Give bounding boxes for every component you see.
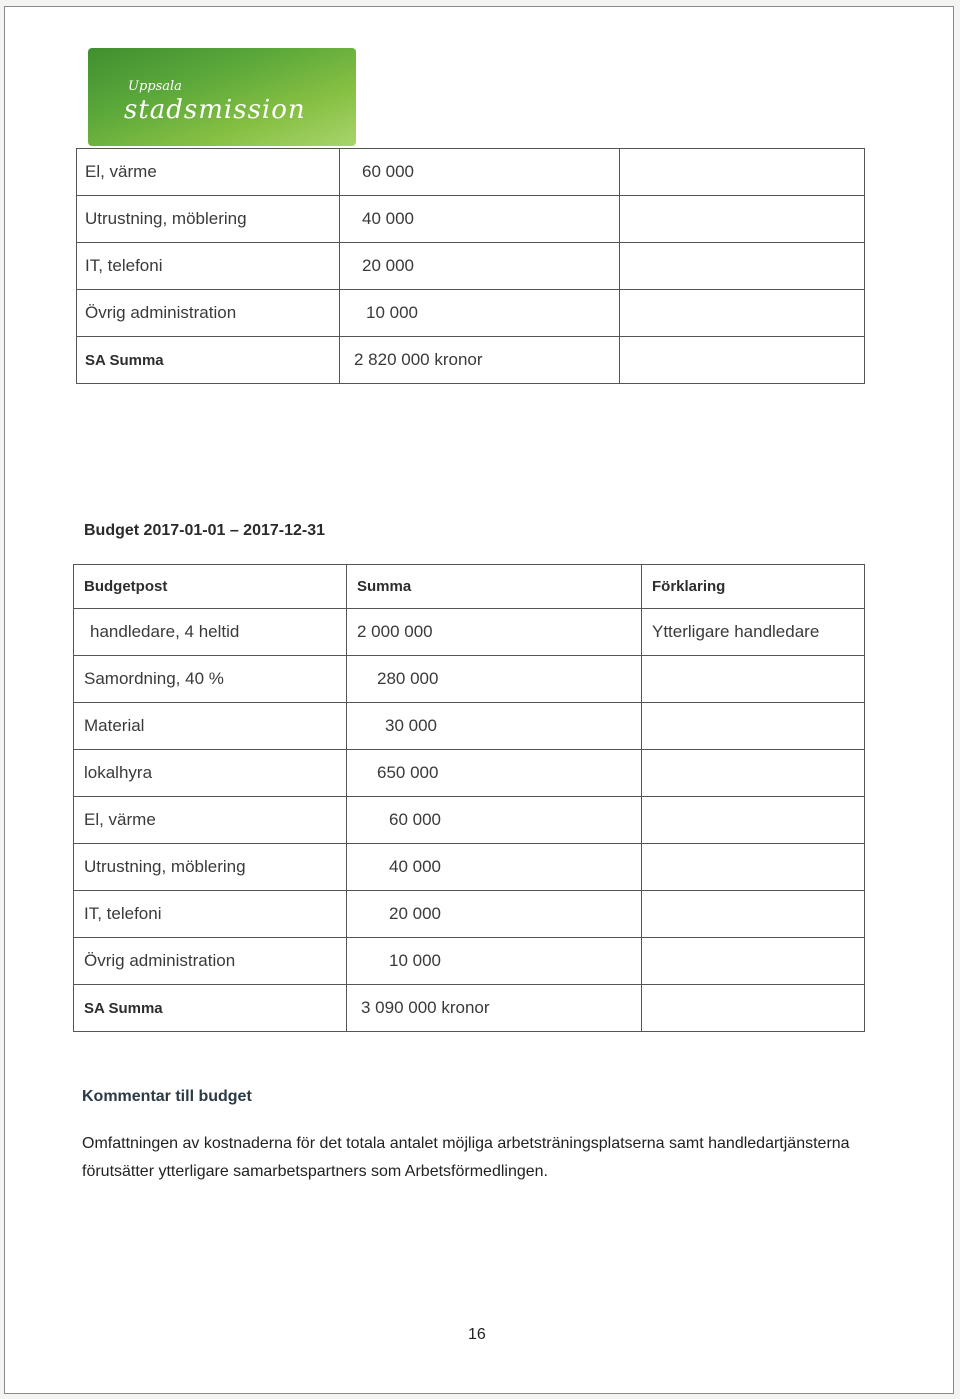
budget-amount-cell: 40 000: [347, 844, 642, 891]
budget-total-amount: 3 090 000 kronor: [347, 985, 642, 1032]
budget-item-cell: Utrustning, möblering: [77, 196, 340, 243]
header-summa: Summa: [347, 565, 642, 609]
budget-note-cell: [642, 844, 865, 891]
table-row: [74, 844, 865, 891]
table-row: [74, 703, 865, 750]
table-row: [77, 196, 865, 243]
comment-heading: Kommentar till budget: [82, 1088, 252, 1105]
budget-amount-cell: 20 000: [340, 243, 620, 290]
table-row-total: [74, 985, 865, 1032]
budget-amount-cell: 60 000: [347, 797, 642, 844]
table-row: [74, 750, 865, 797]
stadsmission-logo: [88, 48, 356, 146]
budget-total-label: SA Summa: [74, 985, 347, 1032]
budget-note-cell: [620, 243, 865, 290]
budget-note-cell: [642, 938, 865, 985]
budget-item-cell: Material: [74, 703, 347, 750]
budget-amount-cell: 10 000: [340, 290, 620, 337]
budget-total-amount: 2 820 000 kronor: [340, 337, 620, 384]
comment-body: Omfattningen av kostnaderna för det totala antalet möjliga arbetsträningsplatserna samt handledartjänsterna förutsätter ytterligare samarbetspartners som Arbetsförmedlingen.: [82, 1135, 850, 1180]
budget-table-previous: [76, 148, 865, 384]
budget-item-cell: lokalhyra: [74, 750, 347, 797]
header-forklaring: Förklaring: [642, 565, 865, 609]
budget-note-cell: [642, 750, 865, 797]
budget-item-cell: Utrustning, möblering: [74, 844, 347, 891]
budget-note-cell: [642, 656, 865, 703]
svg-text:stadsmission: stadsmission: [124, 95, 306, 125]
budget-amount-cell: 30 000: [347, 703, 642, 750]
table-row: [77, 149, 865, 196]
budget-note-cell: [642, 703, 865, 750]
budget-total-label: SA Summa: [77, 337, 340, 384]
logo-script-icon: [88, 48, 356, 146]
budget-item-cell: Samordning, 40 %: [74, 656, 347, 703]
budget-note-cell: [620, 337, 865, 384]
table-row: [77, 290, 865, 337]
table-row: [74, 609, 865, 656]
budget-item-cell: handledare, 4 heltid: [74, 609, 347, 656]
budget-note-cell: Ytterligare handledare: [642, 609, 865, 656]
budget-item-cell: Övrig administration: [74, 938, 347, 985]
budget-note-cell: [620, 149, 865, 196]
budget-amount-cell: 60 000: [340, 149, 620, 196]
table-header-row: [74, 565, 865, 609]
budget-note-cell: [620, 196, 865, 243]
svg-text:Uppsala: Uppsala: [128, 79, 182, 94]
table-row: [74, 797, 865, 844]
budget-note-cell: [642, 891, 865, 938]
budget-amount-cell: 2 000 000: [347, 609, 642, 656]
table-row: [74, 938, 865, 985]
budget-table-2017: [73, 564, 865, 1032]
budget-item-cell: El, värme: [74, 797, 347, 844]
table-row: [74, 891, 865, 938]
budget-amount-cell: 280 000: [347, 656, 642, 703]
budget-item-cell: Övrig administration: [77, 290, 340, 337]
budget-item-cell: IT, telefoni: [77, 243, 340, 290]
budget-amount-cell: 10 000: [347, 938, 642, 985]
budget-amount-cell: 20 000: [347, 891, 642, 938]
header-budgetpost: Budgetpost: [74, 565, 347, 609]
budget-note-cell: [642, 985, 865, 1032]
page-number: 16: [468, 1326, 486, 1343]
table-row: [74, 656, 865, 703]
budget-2017-title: Budget 2017-01-01 – 2017-12-31: [84, 522, 326, 539]
budget-item-cell: IT, telefoni: [74, 891, 347, 938]
budget-item-cell: El, värme: [77, 149, 340, 196]
budget-note-cell: [642, 797, 865, 844]
budget-amount-cell: 650 000: [347, 750, 642, 797]
budget-amount-cell: 40 000: [340, 196, 620, 243]
table-row: [77, 243, 865, 290]
table-row-total: [77, 337, 865, 384]
budget-note-cell: [620, 290, 865, 337]
